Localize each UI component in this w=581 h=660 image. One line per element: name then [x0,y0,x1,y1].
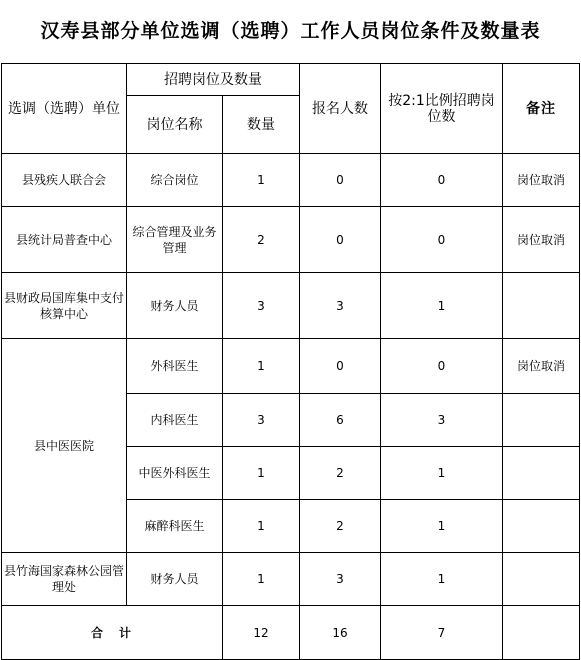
ratio-cell: 1 [381,500,503,553]
applicants-cell: 3 [300,273,381,339]
count-cell: 2 [223,207,300,273]
position-cell: 麻醉科医生 [127,500,223,553]
total-remark [503,606,580,660]
unit-cell: 县残疾人联合会 [2,154,127,207]
remark-cell: 岗位取消 [503,154,580,207]
remark-cell [503,553,580,606]
page-title: 汉寿县部分单位选调（选聘）工作人员岗位条件及数量表 [40,20,541,42]
unit-cell: 县竹海国家森林公园管理处 [2,553,127,606]
count-cell: 3 [223,394,300,447]
applicants-cell: 0 [300,154,381,207]
header-count: 数量 [223,96,300,154]
header-applicants: 报名人数 [300,64,381,154]
applicants-cell: 0 [300,339,381,394]
remark-cell [503,394,580,447]
count-cell: 1 [223,553,300,606]
applicants-cell: 3 [300,553,381,606]
position-cell: 内科医生 [127,394,223,447]
count-cell: 1 [223,500,300,553]
header-remarks: 备注 [503,64,580,154]
ratio-cell: 0 [381,339,503,394]
total-row [2,606,580,660]
header-recruit-group: 招聘岗位及数量 [127,64,300,96]
total-label: 合 计 [2,606,223,660]
ratio-cell: 0 [381,207,503,273]
applicants-cell: 2 [300,500,381,553]
header-ratio-positions: 按2:1比例招聘岗位数 [381,64,503,154]
total-ratio: 7 [381,606,503,660]
ratio-cell: 1 [381,447,503,500]
position-cell: 财务人员 [127,273,223,339]
remark-cell: 岗位取消 [503,339,580,394]
count-cell: 1 [223,339,300,394]
table-row [2,553,580,606]
remark-cell [503,273,580,339]
applicants-cell: 0 [300,207,381,273]
ratio-cell: 3 [381,394,503,447]
table-row [2,207,580,273]
remark-cell: 岗位取消 [503,207,580,273]
table-row [2,154,580,207]
ratio-cell: 1 [381,273,503,339]
header-position-name: 岗位名称 [127,96,223,154]
table-row [2,339,580,394]
positions-table [1,63,580,660]
ratio-cell: 0 [381,154,503,207]
applicants-cell: 2 [300,447,381,500]
count-cell: 1 [223,447,300,500]
table-row [2,273,580,339]
header-unit: 选调（选聘）单位 [2,64,127,154]
unit-cell: 县财政局国库集中支付核算中心 [2,273,127,339]
position-cell: 外科医生 [127,339,223,394]
total-applicants: 16 [300,606,381,660]
position-cell: 综合管理及业务管理 [127,207,223,273]
applicants-cell: 6 [300,394,381,447]
ratio-cell: 1 [381,553,503,606]
count-cell: 3 [223,273,300,339]
unit-cell: 县统计局普查中心 [2,207,127,273]
count-cell: 1 [223,154,300,207]
remark-cell [503,500,580,553]
position-cell: 财务人员 [127,553,223,606]
remark-cell [503,447,580,500]
position-cell: 综合岗位 [127,154,223,207]
total-count: 12 [223,606,300,660]
position-cell: 中医外科医生 [127,447,223,500]
unit-cell: 县中医医院 [2,339,127,553]
